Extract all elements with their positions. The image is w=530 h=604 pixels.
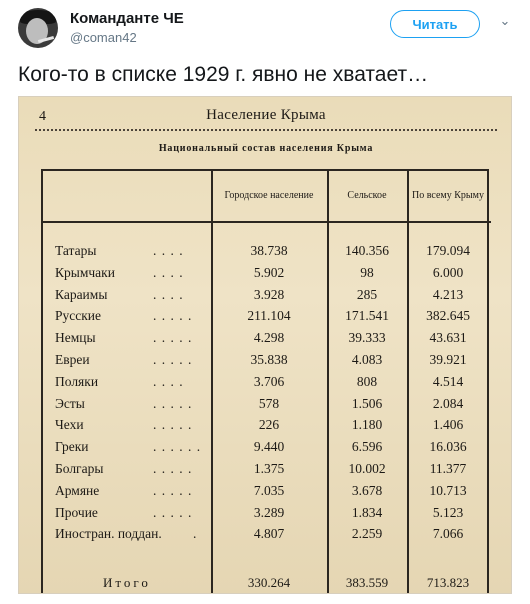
row-rural-value: 140.356 — [345, 243, 389, 258]
row-rural-value: 6.596 — [351, 439, 383, 455]
column-header-urban: Городское население — [224, 190, 314, 201]
row-urban-value: 5.902 — [253, 264, 285, 280]
author-handle[interactable]: @coman42 — [70, 30, 137, 45]
row-urban-value: 38.738 — [250, 243, 288, 258]
row-rural-value: 808 — [356, 373, 378, 389]
row-leader-dots: . . . . — [153, 243, 184, 258]
population-table — [41, 169, 489, 594]
table-row — [43, 417, 491, 438]
table-row — [43, 265, 491, 286]
row-total-value: 6.000 — [432, 264, 464, 280]
row-leader-dots: . . . . — [153, 286, 184, 302]
row-leader-dots: . . . . . — [153, 482, 193, 498]
row-urban-value: 4.807 — [253, 526, 285, 542]
row-total-value: 2.084 — [432, 395, 464, 411]
row-total-value: 16.036 — [429, 439, 467, 455]
row-total-value: 4.514 — [432, 373, 464, 389]
row-label: Татары — [55, 243, 97, 258]
table-row — [43, 396, 491, 417]
row-leader-dots: . . . . . — [153, 352, 193, 367]
author-name[interactable]: Команданте ЧЕ — [70, 10, 184, 27]
row-total-value: 10.713 — [429, 482, 467, 498]
table-row — [43, 374, 491, 395]
header-divider — [43, 221, 491, 223]
total-label: Итого — [103, 575, 151, 590]
avatar[interactable] — [18, 8, 58, 48]
row-leader-dots: . . . . . — [153, 461, 193, 476]
row-urban-value: 3.289 — [253, 504, 285, 520]
row-total-value: 39.921 — [429, 352, 467, 367]
row-total-value: 4.213 — [432, 286, 464, 302]
table-row — [43, 439, 491, 460]
table-row — [43, 483, 491, 504]
row-label: Караимы — [55, 286, 108, 302]
row-urban-value: 3.928 — [253, 286, 285, 302]
row-urban-value: 9.440 — [253, 439, 285, 455]
row-leader-dots: . — [193, 526, 197, 542]
row-label: Болгары — [55, 461, 104, 476]
total-urban: 330.264 — [247, 575, 291, 590]
column-header-rural: Сельское — [347, 190, 387, 201]
table-row — [43, 352, 491, 373]
row-urban-value: 211.104 — [247, 308, 291, 324]
table-title: Национальный состав населения Крыма — [158, 143, 374, 154]
row-leader-dots: . . . . . — [153, 417, 193, 433]
chevron-down-icon[interactable]: ⌄ — [499, 13, 511, 28]
row-label: Крымчаки — [55, 264, 115, 280]
row-rural-value: 3.678 — [351, 482, 383, 498]
row-leader-dots: . . . . . — [153, 308, 193, 324]
row-label: Поляки — [55, 373, 99, 389]
row-label: Немцы — [55, 330, 96, 346]
row-urban-value: 1.375 — [253, 461, 285, 476]
table-row — [43, 505, 491, 526]
row-rural-value: 2.259 — [351, 526, 383, 542]
document-page — [19, 97, 512, 594]
row-leader-dots: . . . . . — [153, 330, 193, 346]
row-rural-value: 39.333 — [348, 330, 386, 346]
row-label: Иностран. поддан. — [55, 526, 162, 542]
row-label: Русские — [55, 308, 102, 324]
table-row — [43, 243, 491, 264]
row-total-value: 179.094 — [426, 243, 470, 258]
row-total-value: 11.377 — [429, 461, 467, 476]
row-leader-dots: . . . . — [153, 373, 184, 389]
row-total-value: 5.123 — [432, 504, 464, 520]
row-total-value: 43.631 — [429, 330, 467, 346]
row-leader-dots: . . . . . — [153, 395, 193, 411]
row-label: Греки — [55, 439, 89, 455]
row-urban-value: 35.838 — [250, 352, 288, 367]
total-all: 713.823 — [426, 575, 470, 590]
table-row — [43, 330, 491, 351]
row-total-value: 1.406 — [432, 417, 464, 433]
row-label: Евреи — [55, 352, 90, 367]
row-rural-value: 1.834 — [351, 504, 383, 520]
row-label: Армяне — [55, 482, 100, 498]
table-row — [43, 461, 491, 482]
column-header-total: По всему Крыму — [412, 190, 484, 201]
row-rural-value: 1.180 — [351, 417, 383, 433]
page-title: Население Крыма — [206, 107, 326, 123]
row-rural-value: 10.002 — [348, 461, 386, 476]
table-row — [43, 287, 491, 308]
row-rural-value: 4.083 — [351, 352, 383, 367]
row-urban-value: 4.298 — [253, 330, 285, 346]
row-total-value: 382.645 — [426, 308, 470, 324]
row-rural-value: 171.541 — [345, 308, 389, 324]
row-leader-dots: . . . . . . — [153, 439, 202, 455]
row-rural-value: 285 — [356, 286, 378, 302]
table-row — [43, 526, 491, 547]
row-urban-value: 7.035 — [253, 482, 285, 498]
row-label: Эсты — [55, 395, 85, 411]
row-rural-value: 98 — [360, 264, 374, 280]
row-leader-dots: . . . . — [153, 264, 184, 280]
row-label: Прочие — [55, 504, 98, 520]
tweet-text: Кого-то в списке 1929 г. явно не хватает… — [18, 63, 429, 86]
dotted-rule — [35, 129, 497, 134]
follow-button[interactable]: Читать — [390, 10, 480, 38]
row-label: Чехи — [55, 417, 84, 433]
row-urban-value: 3.706 — [253, 373, 285, 389]
row-rural-value: 1.506 — [351, 395, 383, 411]
table-row — [43, 308, 491, 329]
total-rural: 383.559 — [345, 575, 389, 590]
tweet-header — [0, 0, 530, 56]
row-urban-value: 226 — [258, 417, 280, 433]
page-number: 4 — [39, 109, 46, 124]
tweet-photo[interactable] — [18, 96, 512, 594]
row-leader-dots: . . . . . — [153, 504, 193, 520]
row-urban-value: 578 — [258, 395, 280, 411]
row-total-value: 7.066 — [432, 526, 464, 542]
